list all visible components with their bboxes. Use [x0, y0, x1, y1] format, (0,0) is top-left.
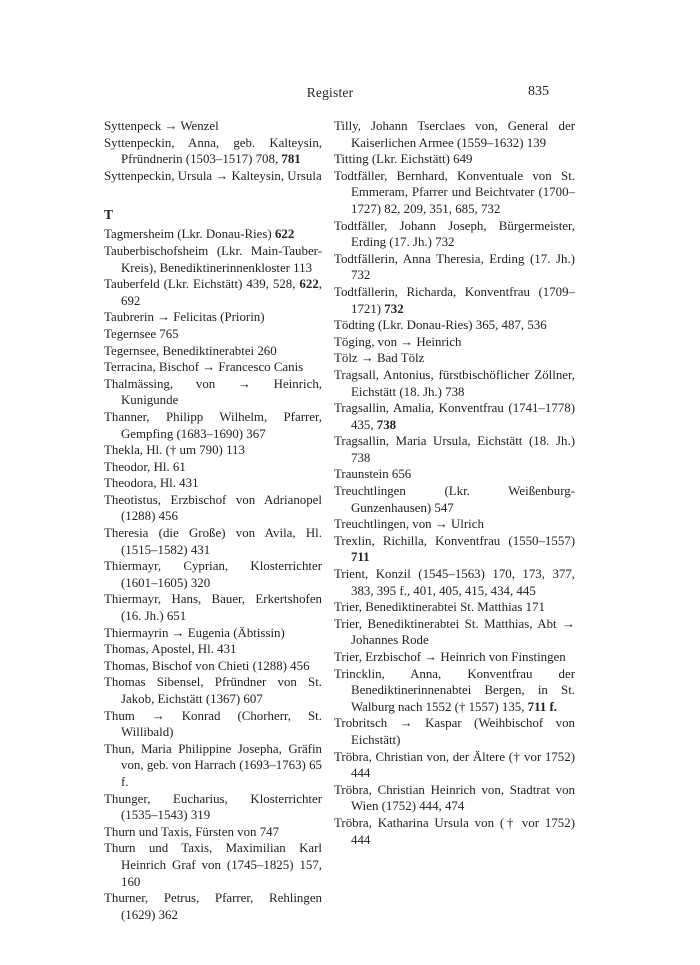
- index-entry: Syttenpeck → Wenzel: [104, 119, 219, 133]
- index-entry: Todtfäller, Bernhard, Konventuale von St. Emmeram, Pfarrer und Beichtvater (1700–1727) 82, 209, 351, 685, 732: [334, 168, 575, 216]
- index-entry: Trier, Erzbischof → Heinrich von Finstingen: [334, 650, 566, 664]
- section-letter: T: [104, 207, 114, 223]
- index-entry: Thiermayr, Hans, Bauer, Erkertshofen (16. Jh.) 651: [104, 592, 322, 624]
- index-column-right: [334, 118, 575, 848]
- index-entry: Thurn und Taxis, Maximilian Karl Heinrich Graf von (1745–1825) 157, 160: [104, 841, 322, 889]
- index-entry: Todtfällerin, Richarda, Konventfrau (1709–1721) 732: [334, 284, 575, 316]
- index-column-left: [104, 118, 322, 923]
- index-entry: Treuchtlingen (Lkr. Weißenburg-Gunzenhausen) 547: [334, 484, 575, 515]
- index-entry: Theotistus, Erzbischof von Adrianopel (1288) 456: [104, 492, 322, 524]
- index-entry: Thun, Maria Philippine Josepha, Gräfin von, geb. von Harrach (1693–1763) 65 f.: [104, 741, 322, 789]
- index-entry: Tegernsee 765: [104, 326, 179, 341]
- index-entry: Tragsallin, Amalia, Konventfrau (1741–1778) 435, 738: [334, 401, 575, 432]
- index-entry: Thiermayrin → Eugenia (Äbtissin): [104, 625, 285, 640]
- index-entry: Thum → Konrad (Chorherr, St. Willibald): [104, 708, 322, 740]
- index-entry: Trient, Konzil (1545–1563) 170, 173, 377, 383, 395 f., 401, 405, 415, 434, 445: [334, 567, 575, 598]
- index-entry: Tauberbischofsheim (Lkr. Main-Tauber-Kreis), Benediktinerinnenkloster 113: [104, 243, 322, 275]
- index-entry: Treuchtlingen, von → Ulrich: [334, 517, 484, 532]
- index-entry: Töging, von → Heinrich: [334, 334, 462, 349]
- index-entry: Trobritsch → Kaspar (Weihbischof von Eichstätt): [334, 716, 575, 747]
- index-entry: Syttenpeckin, Ursula → Kalteysin, Ursula: [104, 168, 322, 183]
- index-entry: Titting (Lkr. Eichstätt) 649: [334, 152, 473, 167]
- index-entry: Tegernsee, Benediktinerabtei 260: [104, 343, 277, 358]
- index-entry: Thiermayr, Cyprian, Klosterrichter (1601–1605) 320: [104, 559, 322, 590]
- index-entry: Thomas Sibensel, Pfründner von St. Jakob, Eichstätt (1367) 607: [104, 675, 322, 706]
- index-entry: Trexlin, Richilla, Konventfrau (1550–1557) 711: [334, 533, 575, 565]
- index-entry: Trier, Benediktinerabtei St. Matthias 171: [334, 600, 545, 615]
- index-entry: Thekla, Hl. († um 790) 113: [104, 443, 245, 458]
- index-entry: Theodor, Hl. 61: [104, 459, 186, 474]
- index-entry: Todtfällerin, Anna Theresia, Erding (17. Jh.) 732: [334, 251, 575, 283]
- index-entry: Tilly, Johann Tserclaes von, General der Kaiserlichen Armee (1559–1632) 139: [334, 119, 575, 150]
- index-entry: Thunger, Eucharius, Klosterrichter (1535–1543) 319: [104, 791, 322, 823]
- index-entry: Thomas, Apostel, Hl. 431: [104, 642, 237, 657]
- index-entry: Thomas, Bischof von Chieti (1288) 456: [104, 658, 310, 673]
- index-entry: Tölz → Bad Tölz: [334, 351, 425, 366]
- index-entry: Trier, Benediktinerabtei St. Matthias, Abt → Johannes Rode: [334, 616, 575, 648]
- index-entry: Tragsall, Antonius, fürstbischöflicher Zöllner, Eichstätt (18. Jh.) 738: [334, 367, 575, 399]
- page-number: 835: [528, 84, 549, 99]
- index-entry: Taubrerin → Felicitas (Priorin): [104, 310, 265, 325]
- index-entry: Trincklin, Anna, Konventfrau der Benediktinerinnenabtei Bergen, in St. Walburg nach 1552 († 1557) 135, 711 f.: [334, 666, 575, 714]
- index-entry: Theodora, Hl. 431: [104, 476, 199, 491]
- index-entry: Theresia (die Große) von Avila, Hl. (1515–1582) 431: [104, 526, 322, 557]
- index-entry: Thalmässing, von → Heinrich, Kunigunde: [104, 376, 322, 408]
- header-title: Register: [306, 85, 354, 100]
- index-entry: Tauberfeld (Lkr. Eichstätt) 439, 528, 622, 692: [104, 277, 322, 308]
- index-entry: Traunstein 656: [334, 467, 412, 482]
- index-entry: Tagmersheim (Lkr. Donau-Ries) 622: [104, 227, 295, 242]
- index-entry: Tödting (Lkr. Donau-Ries) 365, 487, 536: [334, 318, 547, 333]
- index-entry: Syttenpeckin, Anna, geb. Kalteysin, Pfründnerin (1503–1517) 708, 781: [104, 135, 322, 167]
- index-entry: Thanner, Philipp Wilhelm, Pfarrer, Gempfing (1683–1690) 367: [104, 409, 322, 441]
- index-entry: Tragsallin, Maria Ursula, Eichstätt (18. Jh.) 738: [334, 434, 575, 465]
- index-entry: Tröbra, Christian von, der Ältere († vor 1752) 444: [334, 749, 575, 781]
- index-entry: Tröbra, Christian Heinrich von, Stadtrat von Wien (1752) 444, 474: [334, 782, 575, 814]
- index-entry: Thurner, Petrus, Pfarrer, Rehlingen (1629) 362: [104, 891, 322, 922]
- index-entry: Thurn und Taxis, Fürsten von 747: [104, 824, 280, 839]
- index-entry: Todtfäller, Johann Joseph, Bürgermeister, Erding (17. Jh.) 732: [334, 218, 575, 250]
- index-entry: Tröbra, Katharina Ursula von († vor 1752) 444: [334, 815, 575, 847]
- index-entry: Terracina, Bischof → Francesco Canis: [104, 360, 304, 375]
